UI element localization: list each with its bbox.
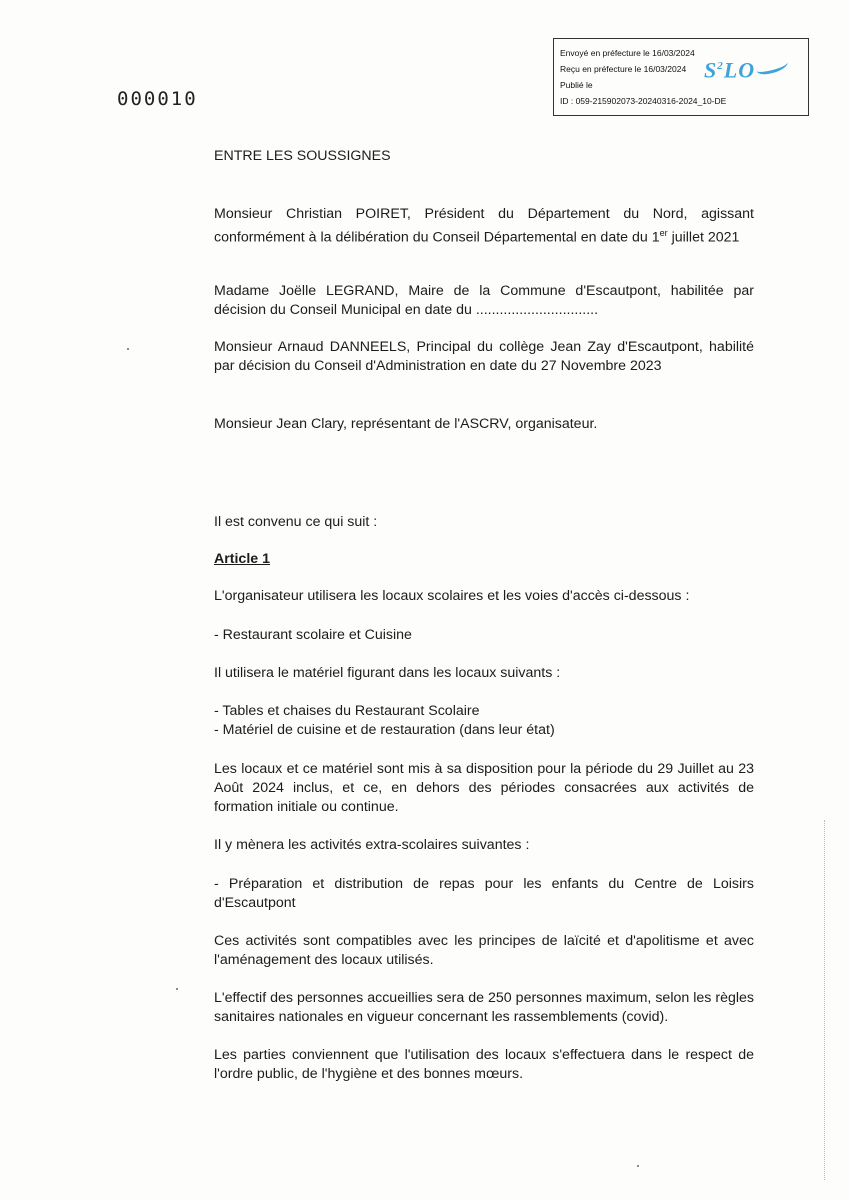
heading-parties: ENTRE LES SOUSSIGNES — [214, 148, 391, 164]
article-p3: Il utilisera le matériel figurant dans les locaux suivants : — [214, 665, 561, 681]
stamp-received-date: Reçu en préfecture le 16/03/2024 — [560, 64, 687, 74]
stamp-id: ID : 059-215902073-20240316-2024_10-DE — [560, 96, 727, 106]
agreement-intro: Il est convenu ce qui suit : — [214, 514, 378, 530]
scan-speck — [176, 988, 178, 990]
article-p4a: - Tables et chaises du Restaurant Scolaire — [214, 703, 480, 719]
article-p2: - Restaurant scolaire et Cuisine — [214, 627, 412, 643]
slo-logo-icon: $S^2LO$ — [704, 57, 789, 79]
scan-speck — [637, 1165, 639, 1167]
article-p1: L'organisateur utilisera les locaux scolaires et les voies d'accès ci-dessous : — [214, 588, 690, 604]
prefecture-stamp — [553, 38, 809, 116]
article-p10: Les parties conviennent que l'utilisation des locaux s'effectuera dans le respect de l'ordre public, de l'hygiène et des bonnes mœurs. — [214, 1047, 754, 1082]
party-organizer: Monsieur Jean Clary, représentant de l'ASCRV, organisateur. — [214, 416, 598, 432]
scan-speck — [127, 348, 129, 350]
article-p6: Il y mènera les activités extra-scolaires suivantes : — [214, 837, 530, 853]
article-p8: Ces activités sont compatibles avec les principes de laïcité et d'apolitisme et avec l'aménagement des locaux utilisés. — [214, 933, 754, 968]
article-p4b: - Matériel de cuisine et de restauration (dans leur état) — [214, 722, 555, 738]
article-p7: - Préparation et distribution de repas pour les enfants du Centre de Loisirs d'Escautpont — [214, 876, 754, 911]
stamp-published: Publié le — [560, 80, 593, 90]
article-p5: Les locaux et ce matériel sont mis à sa disposition pour la période du 29 Juillet au 23 Août 2024 inclus, et ce, en dehors des périodes consacrées aux activités de formation initiale ou continue. — [214, 761, 754, 815]
party-department: Monsieur Christian POIRET, Président du Département du Nord, agissant conformément à la délibération du Conseil Départemental en date du 1er juillet 2021 — [214, 206, 754, 246]
party-principal: Monsieur Arnaud DANNEELS, Principal du collège Jean Zay d'Escautpont, habilité par décision du Conseil d'Administration en date du 27 Novembre 2023 — [214, 339, 754, 374]
document-number: 000010 — [117, 88, 198, 110]
party-mayor: Madame Joëlle LEGRAND, Maire de la Commune d'Escautpont, habilitée par décision du Conseil Municipal en date du ............................... — [214, 283, 754, 318]
article-p9: L'effectif des personnes accueillies sera de 250 personnes maximum, selon les règles sanitaires nationales en vigueur concernant les rassemblements (covid). — [214, 990, 754, 1025]
scan-edge-line — [824, 820, 825, 1180]
article-title: Article 1 — [214, 551, 270, 567]
stamp-sent-date: Envoyé en préfecture le 16/03/2024 — [560, 48, 695, 58]
